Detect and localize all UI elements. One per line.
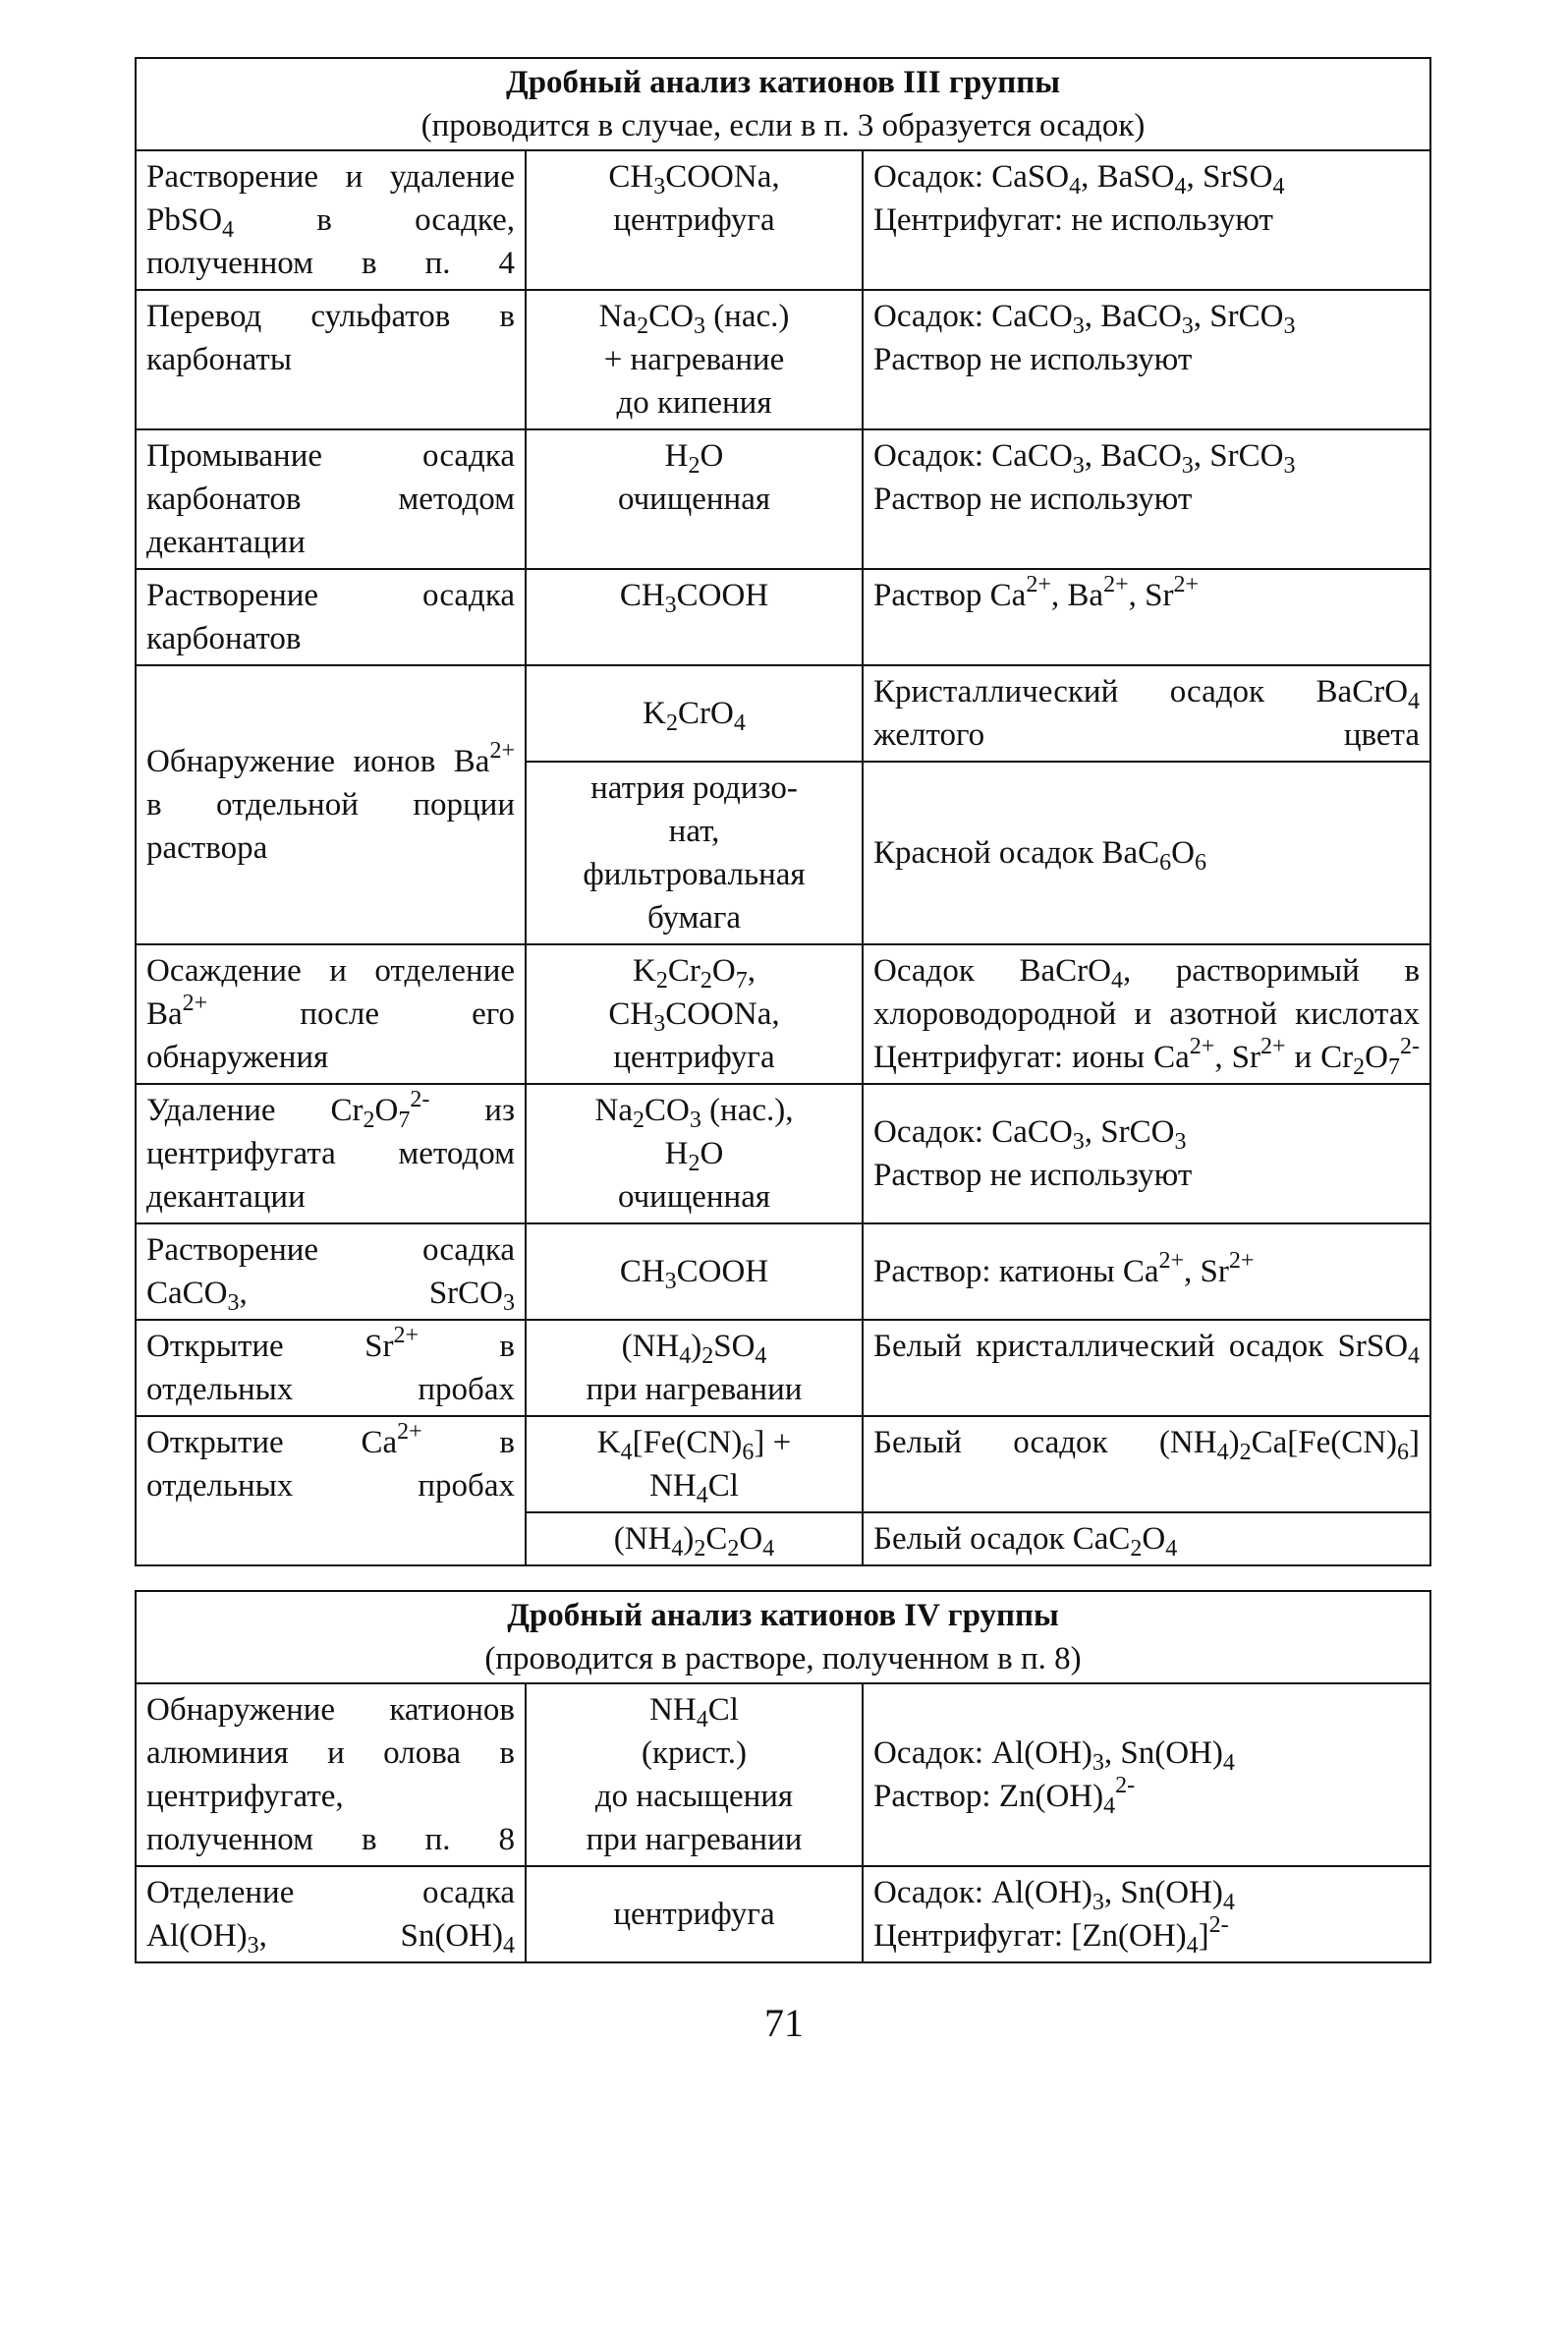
section-subtitle: (проводится в случае, если в п. 3 образуется осадок): [420, 108, 1146, 143]
operation-cell: Отделение осадка $Al(OH)_3$, $Sn(OH)_4$: [136, 1866, 526, 1962]
operation-cell: Растворение осадка CaCO$_3$, SrCO$_3$: [136, 1223, 526, 1320]
result-cell: Осадок: CaCO$_3$, BaCO$_3$, SrCO$_3$ Раствор не используют: [863, 429, 1430, 569]
reagent-cell: $NH_4Cl$ (крист.) до насыщения при нагревании: [526, 1683, 863, 1866]
table-row: [136, 1416, 1430, 1512]
table-row: [136, 1084, 1430, 1223]
table-row: [136, 429, 1430, 569]
page-number: 71: [764, 2001, 804, 2045]
reagent-cell: $CH_3COOH$: [526, 1223, 863, 1320]
result-cell: Осадок: $Al(OH)_3$, $Sn(OH)_4$ Раствор: $Zn(OH)_4^{2-}$: [863, 1683, 1430, 1866]
table-row: [136, 569, 1430, 665]
result-cell: Раствор $Ca^{2+}$, $Ba^{2+}$, $Sr^{2+}$: [863, 569, 1430, 665]
result-cell: Осадок: CaCO$_3$, SrCO$_3$ Раствор не используют: [863, 1084, 1430, 1223]
section-title: Дробный анализ катионов III группы: [505, 65, 1061, 100]
reagent-cell: $CH_3COOH$: [526, 569, 863, 665]
section-title: Дробный анализ катионов IV группы: [507, 1598, 1059, 1633]
reagent-cell: $K_2Cr_2O_7$, $CH_3COONa$, центрифуга: [526, 944, 863, 1084]
reagent-cell: $K_2CrO_4$: [526, 665, 863, 762]
reagent-cell: $CH_3COONa$, центрифуга: [526, 150, 863, 290]
result-cell: Осадок: CaSO$_4$, BaSO$_4$, SrSO$_4$ Центрифугат: не используют: [863, 150, 1430, 290]
operation-cell: Обнаружение ионов $Ba^{2+}$ в отдельной порции раствора: [136, 665, 526, 944]
operation-cell: Открытие $Sr^{2+}$ в отдельных пробах: [136, 1320, 526, 1416]
operation-cell: Осаждение и отделение $Ba^{2+}$ после его обнаружения: [136, 944, 526, 1084]
table-row: [136, 1683, 1430, 1866]
operation-cell: Удаление $Cr_2O_7^{2-}$ из центрифугата методом декантации: [136, 1084, 526, 1223]
section-subtitle: (проводится в растворе, полученном в п. 8): [484, 1641, 1082, 1676]
table-row: [136, 665, 1430, 762]
table-row: [136, 290, 1430, 429]
operation-cell: Обнаружение катионов алюминия и олова в центрифугате, полученном в п. 8: [136, 1683, 526, 1866]
table-row: [136, 150, 1430, 290]
result-cell: Белый осадок $CaC_2O_4$: [863, 1512, 1430, 1565]
result-cell: Белый кристаллический осадок SrSO$_4$: [863, 1320, 1430, 1416]
operation-cell: Перевод сульфатов в карбонаты: [136, 290, 526, 429]
reagent-cell: натрия родизо- нат, фильтровальная бумага: [526, 762, 863, 944]
table-row: [136, 1866, 1430, 1962]
result-cell: Красной осадок $BaC_6O_6$: [863, 762, 1430, 944]
operation-cell: Растворение и удаление PbSO$_4$ в осадке, полученном в п. 4: [136, 150, 526, 290]
table-header: [136, 58, 1430, 150]
reagent-cell: $H_2O$ очищенная: [526, 429, 863, 569]
reagent-cell: $(NH_4)_2C_2O_4$: [526, 1512, 863, 1565]
result-cell: Осадок: $Al(OH)_3$, $Sn(OH)_4$ Центрифугат: $[Zn(OH)_4]^{2-}$: [863, 1866, 1430, 1962]
result-cell: Осадок: CaCO$_3$, BaCO$_3$, SrCO$_3$ Раствор не используют: [863, 290, 1430, 429]
result-cell: Белый осадок $(NH_4)_2Ca[Fe(CN)_6]$: [863, 1416, 1430, 1512]
cation-group-4-table: [135, 1590, 1431, 1963]
reagent-cell: $(NH_4)_2SO_4$ при нагревании: [526, 1320, 863, 1416]
table-row: [136, 1320, 1430, 1416]
operation-cell: Открытие $Ca^{2+}$ в отдельных пробах: [136, 1416, 526, 1565]
result-cell: Осадок BaCrO$_4$, растворимый в хлороводородной и азотной кислотах Центрифугат: ионы $Ca^{2+}$, $Sr^{2+}$ и $Cr_2O_7^{2-}$: [863, 944, 1430, 1084]
result-cell: Кристаллический осадок BaCrO$_4$ желтого цвета: [863, 665, 1430, 762]
cation-group-3-table: [135, 57, 1431, 1566]
table-row: [136, 944, 1430, 1084]
reagent-cell: $K_4[Fe(CN)_6]$ + $NH_4Cl$: [526, 1416, 863, 1512]
result-cell: Раствор: катионы $Ca^{2+}$, $Sr^{2+}$: [863, 1223, 1430, 1320]
reagent-cell: центрифуга: [526, 1866, 863, 1962]
operation-cell: Промывание осадка карбонатов методом декантации: [136, 429, 526, 569]
table-row: [136, 1223, 1430, 1320]
operation-cell: Растворение осадка карбонатов: [136, 569, 526, 665]
table-header: [136, 1591, 1430, 1683]
reagent-cell: $Na_2CO_3$ (нас.) + нагревание до кипения: [526, 290, 863, 429]
reagent-cell: $Na_2CO_3$ (нас.), $H_2O$ очищенная: [526, 1084, 863, 1223]
